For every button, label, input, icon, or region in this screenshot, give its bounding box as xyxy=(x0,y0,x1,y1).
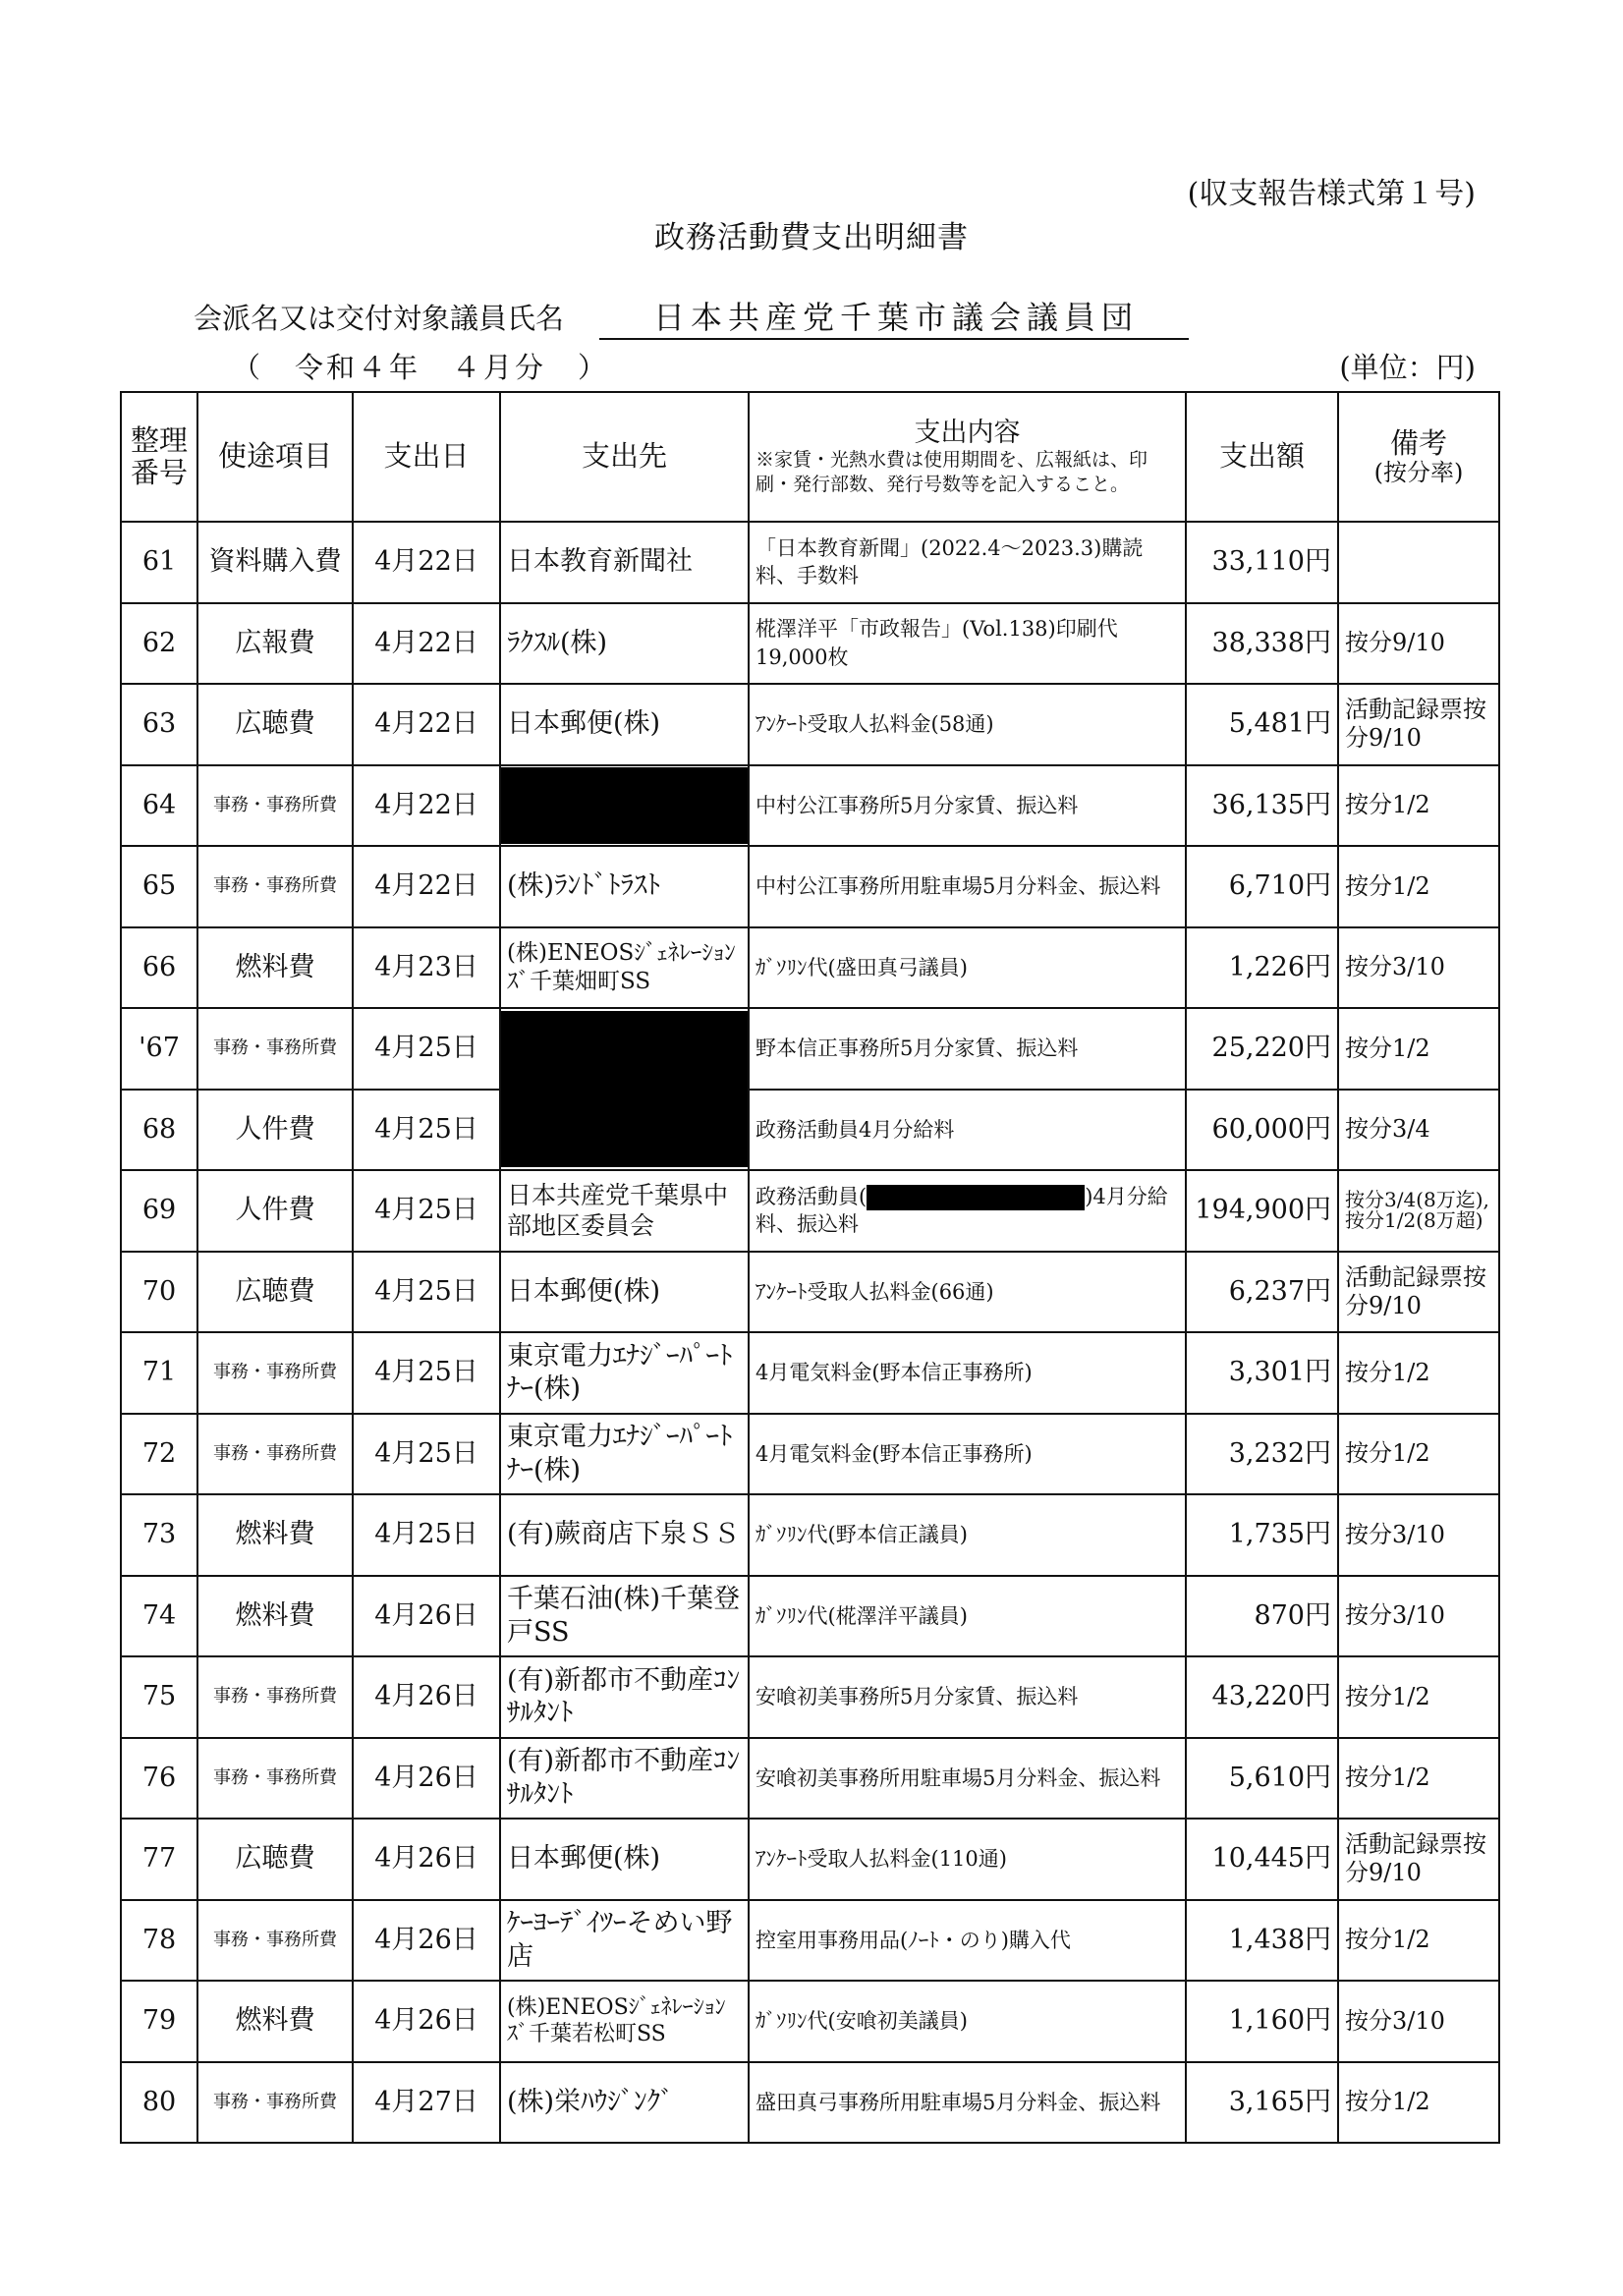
cell-description: 政務活動員4月分給料 xyxy=(749,1090,1186,1171)
cell-amount: 33,110円 xyxy=(1186,522,1338,603)
cell-description: 安喰初美事務所用駐車場5月分料金、振込料 xyxy=(749,1738,1186,1820)
table-row xyxy=(121,1738,1499,1820)
cell-category: 燃料費 xyxy=(197,1494,353,1576)
cell-remarks: 按分1/2 xyxy=(1338,1008,1499,1090)
cell-amount: 870円 xyxy=(1186,1576,1338,1657)
cell-remarks: 按分1/2 xyxy=(1338,2062,1499,2144)
table-row xyxy=(121,1494,1499,1576)
cell-category: 広聴費 xyxy=(197,684,353,765)
cell-remarks: 按分1/2 xyxy=(1338,765,1499,847)
cell-payee: 千葉石油(株)千葉登戸SS xyxy=(500,1576,749,1657)
cell-description: 4月電気料金(野本信正事務所) xyxy=(749,1332,1186,1414)
cell-payee: (有)新都市不動産ｺﾝｻﾙﾀﾝﾄ xyxy=(500,1738,749,1820)
cell-amount: 1,226円 xyxy=(1186,927,1338,1009)
cell-date: 4月26日 xyxy=(353,1576,500,1657)
cell-date: 4月22日 xyxy=(353,765,500,847)
cell-payee: (株)ENEOSｼﾞｪﾈﾚｰｼｮﾝｽﾞ千葉畑町SS xyxy=(500,927,749,1009)
cell-remarks: 按分3/10 xyxy=(1338,1981,1499,2062)
cell-payee: (有)蕨商店下泉ＳＳ xyxy=(500,1494,749,1576)
table-row xyxy=(121,1900,1499,1982)
cell-amount: 3,165円 xyxy=(1186,2062,1338,2144)
header-number-line1: 整理 xyxy=(130,422,188,457)
cell-number: 66 xyxy=(121,927,197,1009)
cell-amount: 43,220円 xyxy=(1186,1656,1338,1738)
header-payee: 支出先 xyxy=(500,392,749,522)
cell-number: 72 xyxy=(121,1414,197,1495)
cell-date: 4月26日 xyxy=(353,1819,500,1900)
cell-number: 63 xyxy=(121,684,197,765)
cell-number: 65 xyxy=(121,846,197,927)
cell-date: 4月22日 xyxy=(353,522,500,603)
cell-remarks: 按分3/10 xyxy=(1338,1494,1499,1576)
header-date: 支出日 xyxy=(353,392,500,522)
cell-payee: (株)ﾗﾝﾄﾞﾄﾗｽﾄ xyxy=(500,846,749,927)
cell-remarks xyxy=(1338,522,1499,603)
header-amount: 支出額 xyxy=(1186,392,1338,522)
cell-amount: 10,445円 xyxy=(1186,1819,1338,1900)
table-row xyxy=(121,1332,1499,1414)
table-row xyxy=(121,846,1499,927)
cell-date: 4月26日 xyxy=(353,1656,500,1738)
cell-description: 4月電気料金(野本信正事務所) xyxy=(749,1414,1186,1495)
cell-payee xyxy=(500,765,749,847)
cell-remarks: 活動記録票按分9/10 xyxy=(1338,1252,1499,1333)
cell-number: 68 xyxy=(121,1090,197,1171)
cell-amount: 25,220円 xyxy=(1186,1008,1338,1090)
header-remarks-title: 備考 xyxy=(1389,425,1447,460)
cell-number: '67 xyxy=(121,1008,197,1090)
cell-number: 69 xyxy=(121,1170,197,1252)
cell-payee: ｹｰﾖｰﾃﾞｲﾂｰそめい野店 xyxy=(500,1900,749,1982)
cell-date: 4月22日 xyxy=(353,846,500,927)
cell-payee: ﾗｸｽﾙ(株) xyxy=(500,603,749,685)
cell-payee: (株)ENEOSｼﾞｪﾈﾚｰｼｮﾝｽﾞ千葉若松町SS xyxy=(500,1981,749,2062)
cell-date: 4月26日 xyxy=(353,1738,500,1820)
cell-date: 4月27日 xyxy=(353,2062,500,2144)
cell-payee: 日本郵便(株) xyxy=(500,684,749,765)
cell-remarks: 按分1/2 xyxy=(1338,1414,1499,1495)
cell-remarks: 按分3/10 xyxy=(1338,1576,1499,1657)
cell-date: 4月25日 xyxy=(353,1090,500,1171)
table-row xyxy=(121,684,1499,765)
cell-description xyxy=(749,1170,1186,1252)
cell-remarks: 活動記録票按分9/10 xyxy=(1338,1819,1499,1900)
cell-amount: 6,710円 xyxy=(1186,846,1338,927)
cell-number: 78 xyxy=(121,1900,197,1982)
cell-category: 広報費 xyxy=(197,603,353,685)
header-row xyxy=(121,392,1499,522)
cell-description: ｶﾞｿﾘﾝ代(野本信正議員) xyxy=(749,1494,1186,1576)
cell-date: 4月25日 xyxy=(353,1414,500,1495)
cell-number: 75 xyxy=(121,1656,197,1738)
header-remarks-sub: (按分率) xyxy=(1373,458,1464,486)
cell-category: 人件費 xyxy=(197,1090,353,1171)
cell-category: 事務・事務所費 xyxy=(197,1900,353,1982)
table-row xyxy=(121,1008,1499,1090)
cell-amount: 6,237円 xyxy=(1186,1252,1338,1333)
cell-number: 64 xyxy=(121,765,197,847)
table-row xyxy=(121,927,1499,1009)
cell-number: 62 xyxy=(121,603,197,685)
cell-description: ｶﾞｿﾘﾝ代(盛田真弓議員) xyxy=(749,927,1186,1009)
cell-remarks: 按分3/10 xyxy=(1338,927,1499,1009)
cell-number: 79 xyxy=(121,1981,197,2062)
cell-number: 71 xyxy=(121,1332,197,1414)
cell-description: 中村公江事務所用駐車場5月分料金、振込料 xyxy=(749,846,1186,927)
cell-payee: (株)栄ﾊｳｼﾞﾝｸﾞ xyxy=(500,2062,749,2144)
document-title: 政務活動費支出明細書 xyxy=(654,220,969,255)
cell-remarks: 按分3/4(8万迄),按分1/2(8万超) xyxy=(1338,1170,1499,1252)
cell-date: 4月26日 xyxy=(353,1900,500,1982)
header-remarks xyxy=(1338,392,1499,522)
cell-payee: 日本郵便(株) xyxy=(500,1252,749,1333)
cell-amount: 1,160円 xyxy=(1186,1981,1338,2062)
cell-category: 事務・事務所費 xyxy=(197,1008,353,1090)
cell-payee: 日本共産党千葉県中部地区委員会 xyxy=(500,1170,749,1252)
description-suffix: )4月分給料、振込料 xyxy=(756,1184,1168,1237)
unit-label: (単位：円) xyxy=(1339,351,1476,384)
period-label: （ 令和４年 ４月分 ） xyxy=(232,351,610,384)
cell-remarks: 活動記録票按分9/10 xyxy=(1338,684,1499,765)
cell-payee: (有)新都市不動産ｺﾝｻﾙﾀﾝﾄ xyxy=(500,1656,749,1738)
cell-date: 4月22日 xyxy=(353,684,500,765)
cell-date: 4月23日 xyxy=(353,927,500,1009)
redaction-block xyxy=(867,1185,1085,1210)
table-row xyxy=(121,1170,1499,1252)
cell-number: 80 xyxy=(121,2062,197,2144)
expense-table xyxy=(120,391,1500,2144)
header-category: 使途項目 xyxy=(197,392,353,522)
cell-payee: 日本教育新聞社 xyxy=(500,522,749,603)
cell-description: 中村公江事務所5月分家賃、振込料 xyxy=(749,765,1186,847)
cell-amount: 3,232円 xyxy=(1186,1414,1338,1495)
cell-category: 広聴費 xyxy=(197,1252,353,1333)
cell-description: ｱﾝｹｰﾄ受取人払料金(110通) xyxy=(749,1819,1186,1900)
table-row xyxy=(121,765,1499,847)
cell-description: 椛澤洋平「市政報告」(Vol.138)印刷代19,000枚 xyxy=(749,603,1186,685)
cell-category: 人件費 xyxy=(197,1170,353,1252)
header-number xyxy=(121,392,197,522)
cell-number: 74 xyxy=(121,1576,197,1657)
cell-description: 野本信正事務所5月分家賃、振込料 xyxy=(749,1008,1186,1090)
cell-category: 事務・事務所費 xyxy=(197,1738,353,1820)
cell-category: 事務・事務所費 xyxy=(197,1332,353,1414)
table-row xyxy=(121,1576,1499,1657)
redaction-block xyxy=(501,1011,748,1167)
cell-description: ｶﾞｿﾘﾝ代(安喰初美議員) xyxy=(749,1981,1186,2062)
table-row xyxy=(121,1981,1499,2062)
cell-category: 燃料費 xyxy=(197,1576,353,1657)
cell-description: 「日本教育新聞」(2022.4～2023.3)購読料、手数料 xyxy=(749,522,1186,603)
table-row xyxy=(121,1656,1499,1738)
table-row xyxy=(121,1414,1499,1495)
cell-date: 4月25日 xyxy=(353,1170,500,1252)
cell-amount: 1,735円 xyxy=(1186,1494,1338,1576)
cell-description: ｱﾝｹｰﾄ受取人払料金(58通) xyxy=(749,684,1186,765)
cell-remarks: 按分1/2 xyxy=(1338,1900,1499,1982)
cell-number: 77 xyxy=(121,1819,197,1900)
cell-payee: 東京電力ｴﾅｼﾞｰﾊﾟｰﾄﾅｰ(株) xyxy=(500,1414,749,1495)
cell-amount: 1,438円 xyxy=(1186,1900,1338,1982)
cell-amount: 194,900円 xyxy=(1186,1170,1338,1252)
header-number-line2: 番号 xyxy=(130,456,188,489)
cell-date: 4月26日 xyxy=(353,1981,500,2062)
cell-number: 70 xyxy=(121,1252,197,1333)
name-value: 日本共産党千葉市議会議員団 xyxy=(599,293,1189,340)
table-row xyxy=(121,1819,1499,1900)
table-row xyxy=(121,522,1499,603)
cell-date: 4月25日 xyxy=(353,1332,500,1414)
cell-category: 燃料費 xyxy=(197,927,353,1009)
table-row xyxy=(121,603,1499,685)
cell-amount: 60,000円 xyxy=(1186,1090,1338,1171)
description-prefix: 政務活動員( xyxy=(756,1184,867,1208)
cell-amount: 5,481円 xyxy=(1186,684,1338,765)
cell-category: 事務・事務所費 xyxy=(197,1656,353,1738)
cell-category: 資料購入費 xyxy=(197,522,353,603)
table-row xyxy=(121,1252,1499,1333)
cell-category: 事務・事務所費 xyxy=(197,765,353,847)
cell-date: 4月25日 xyxy=(353,1252,500,1333)
cell-payee: 東京電力ｴﾅｼﾞｰﾊﾟｰﾄﾅｰ(株) xyxy=(500,1332,749,1414)
name-label: 会派名又は交付対象議員氏名 xyxy=(194,302,565,335)
cell-number: 73 xyxy=(121,1494,197,1576)
table-row xyxy=(121,2062,1499,2144)
cell-remarks: 按分1/2 xyxy=(1338,846,1499,927)
cell-remarks: 按分9/10 xyxy=(1338,603,1499,685)
cell-description: ｶﾞｿﾘﾝ代(椛澤洋平議員) xyxy=(749,1576,1186,1657)
header-description-title: 支出内容 xyxy=(914,417,1021,448)
cell-amount: 5,610円 xyxy=(1186,1738,1338,1820)
cell-description: 盛田真弓事務所用駐車場5月分料金、振込料 xyxy=(749,2062,1186,2144)
cell-category: 事務・事務所費 xyxy=(197,1414,353,1495)
cell-remarks: 按分1/2 xyxy=(1338,1738,1499,1820)
cell-remarks: 按分3/4 xyxy=(1338,1090,1499,1171)
header-description-note: ※家賃・光熱水費は使用期間を、広報紙は、印刷・発行部数、発行号数等を記入すること。 xyxy=(756,448,1148,495)
cell-number: 61 xyxy=(121,522,197,603)
form-number: (収支報告様式第１号) xyxy=(1187,177,1476,211)
cell-remarks: 按分1/2 xyxy=(1338,1332,1499,1414)
cell-amount: 38,338円 xyxy=(1186,603,1338,685)
header-description xyxy=(749,392,1186,522)
cell-number: 76 xyxy=(121,1738,197,1820)
cell-description: 控室用事務用品(ﾉｰﾄ・のり)購入代 xyxy=(749,1900,1186,1982)
cell-payee: 日本郵便(株) xyxy=(500,1819,749,1900)
cell-remarks: 按分1/2 xyxy=(1338,1656,1499,1738)
cell-category: 事務・事務所費 xyxy=(197,2062,353,2144)
cell-date: 4月25日 xyxy=(353,1494,500,1576)
cell-category: 広聴費 xyxy=(197,1819,353,1900)
redaction-block xyxy=(501,767,748,844)
cell-date: 4月25日 xyxy=(353,1008,500,1090)
table-row xyxy=(121,1090,1499,1171)
cell-category: 燃料費 xyxy=(197,1981,353,2062)
cell-amount: 36,135円 xyxy=(1186,765,1338,847)
cell-payee xyxy=(500,1008,749,1170)
cell-description: ｱﾝｹｰﾄ受取人払料金(66通) xyxy=(749,1252,1186,1333)
cell-category: 事務・事務所費 xyxy=(197,846,353,927)
cell-description: 安喰初美事務所5月分家賃、振込料 xyxy=(749,1656,1186,1738)
cell-date: 4月22日 xyxy=(353,603,500,685)
cell-amount: 3,301円 xyxy=(1186,1332,1338,1414)
